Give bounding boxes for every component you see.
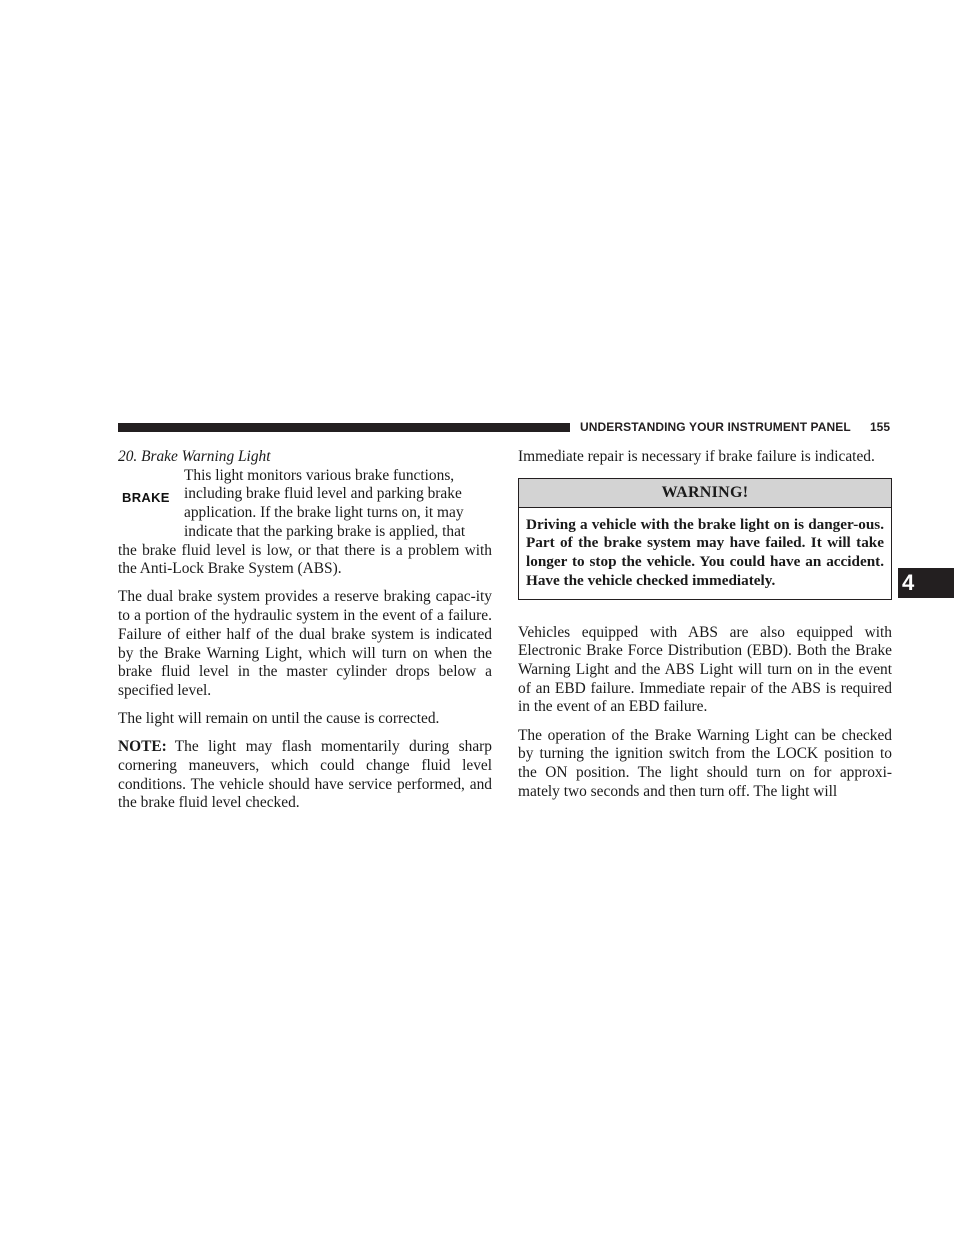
brake-line-3: application. If the brake light turns on, it may: [184, 504, 464, 522]
brake-warning-block: [118, 467, 492, 579]
page-number: 155: [870, 420, 891, 434]
header-rule: [118, 423, 570, 432]
brake-warning-icon: BRAKE: [122, 489, 170, 505]
note-paragraph: [118, 738, 492, 813]
intro-paragraph: Immediate repair is necessary if brake failure is indicated.: [518, 448, 875, 465]
running-header-title: UNDERSTANDING YOUR INSTRUMENT PANEL: [580, 420, 851, 434]
section-heading: 20. Brake Warning Light: [118, 448, 271, 465]
brake-description: [118, 467, 492, 579]
warning-text: Driving a vehicle with the brake light on is danger-ous. Part of the brake system may have failed. It will take longer to stop the vehicle. You could have an accident. Have the vehicle checked immediately.: [526, 515, 884, 589]
paragraph-abs-ebd: Vehicles equipped with ABS are also equipped with Electronic Brake Force Distribution (EBD). Both the Brake Warning Light and the ABS Light will turn on in the event of an EBD failure. Immediate repair of the ABS is required in the event of an EBD failure.: [518, 623, 892, 716]
chapter-tab: 4: [898, 568, 954, 598]
warning-box: [518, 478, 892, 600]
brake-line-4: indicate that the parking brake is applied, that: [184, 522, 466, 540]
note-text: The light may flash momentarily during sharp cornering maneuvers, which could change fluid level conditions. The vehicle should have service performed, and the brake fluid level checked.: [118, 738, 492, 812]
left-column: [118, 448, 492, 823]
paragraph-dual-brake: The dual brake system provides a reserve braking capac-ity to a portion of the hydraulic system in the event of a failure. Failure of either half of the dual brake system is indicated by the Brake Warning Light, which will turn on when the brake fluid level in the master cylinder drops below a specified level.: [118, 588, 492, 699]
paragraph-light-remains: The light will remain on until the cause is corrected.: [118, 710, 440, 728]
brake-line-1: This light monitors various brake functions,: [184, 466, 455, 484]
brake-description-rest: the brake fluid level is low, or that there is a problem with the Anti-Lock Brake System (ABS).: [118, 541, 492, 578]
note-label: NOTE:: [118, 738, 167, 756]
warning-title: WARNING!: [519, 479, 891, 508]
right-column: [518, 448, 892, 811]
brake-line-2: including brake fluid level and parking brake: [184, 485, 462, 503]
paragraph-operation-check: The operation of the Brake Warning Light can be checked by turning the ignition switch from the LOCK position to the ON position. The light should turn on for approxi-mately two seconds and then turn off. The light will: [518, 726, 892, 800]
